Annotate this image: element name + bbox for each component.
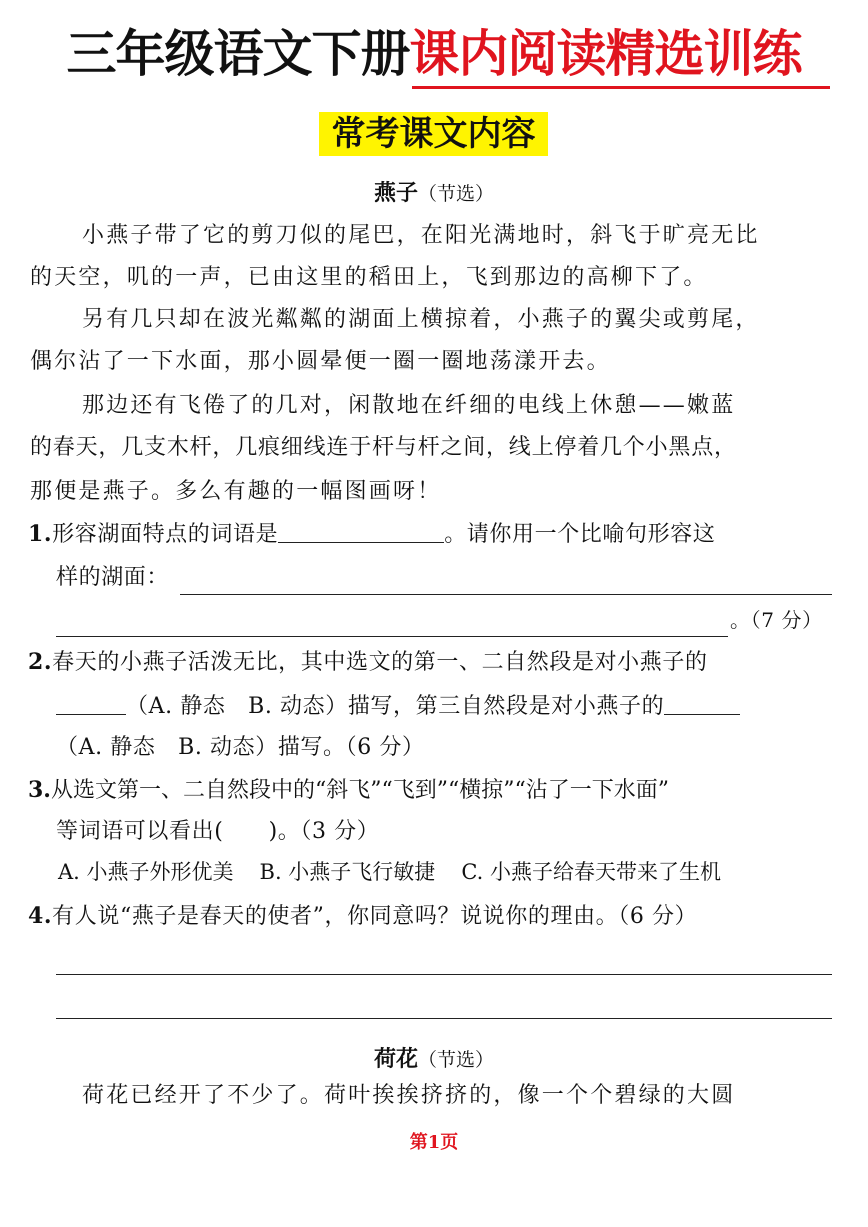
- question-text: 。请你用一个比喻句形容这: [444, 522, 716, 547]
- answer-blank[interactable]: [664, 690, 740, 715]
- answer-line[interactable]: [180, 594, 832, 595]
- question-number: 2.: [28, 649, 53, 675]
- question-3: [28, 774, 669, 807]
- option-a[interactable]: A. 小燕子外形优美: [58, 860, 234, 884]
- question-number: 3.: [28, 777, 51, 803]
- passage-line: 小燕子带了它的剪刀似的尾巴，在阳光满地时，斜飞于旷亮无比: [82, 223, 760, 248]
- title-black-part: 三年级语文下册: [66, 25, 410, 83]
- question-number: 1.: [28, 521, 53, 547]
- passage-title-yanzi: [0, 178, 868, 209]
- page-number: 第1页: [409, 1132, 459, 1153]
- question-text: （A. 静态 B. 动态）描写，第三自然段是对小燕子的: [126, 694, 665, 719]
- passage-line: 的天空，叽的一声，已由这里的稻田上，飞到那边的高柳下了。: [30, 265, 708, 290]
- passage-title-sub: （节选）: [418, 183, 495, 205]
- question-1-score: 。（7 分）: [730, 608, 823, 632]
- question-number: 4.: [28, 903, 53, 929]
- worksheet-title: [0, 14, 868, 94]
- answer-line[interactable]: [56, 636, 728, 637]
- option-c[interactable]: C. 小燕子给春天带来了生机: [461, 860, 721, 884]
- question-3-line2: 等词语可以看出( )。（3 分）: [56, 819, 380, 844]
- passage-title-sub: （节选）: [418, 1049, 495, 1071]
- title-underline: [412, 86, 830, 89]
- passage-line: 那边还有飞倦了的几对，闲散地在纤细的电线上休憩——嫩蓝: [82, 393, 736, 418]
- question-text: 形容湖面特点的词语是: [52, 522, 279, 547]
- question-1: [28, 518, 715, 551]
- passage-title-hehua: [0, 1044, 868, 1075]
- title-red-part: 课内阅读精选训练: [409, 25, 802, 83]
- option-b[interactable]: B. 小燕子飞行敏捷: [259, 860, 436, 884]
- question-2-line3: （A. 静态 B. 动态）描写。（6 分）: [56, 735, 425, 760]
- passage-line: 荷花已经开了不少了。荷叶挨挨挤挤的，像一个个碧绿的大圆: [82, 1083, 736, 1108]
- question-text: 有人说“燕子是春天的使者”，你同意吗？说说你的理由。（6 分）: [52, 904, 698, 929]
- answer-blank[interactable]: [56, 690, 126, 715]
- question-text: 春天的小燕子活泼无比，其中选文的第一、二自然段是对小燕子的: [52, 650, 708, 675]
- question-1-line2: 样的湖面：: [56, 565, 170, 590]
- passage-title-text: 荷花: [373, 1046, 418, 1072]
- passage-line: 另有几只却在波光粼粼的湖面上横掠着，小燕子的翼尖或剪尾，: [82, 307, 760, 332]
- answer-line[interactable]: [56, 1018, 832, 1019]
- passage-line: 偶尔沾了一下水面，那小圆晕便一圈一圈地荡漾开去。: [30, 349, 611, 374]
- question-text: 从选文第一、二自然段中的“斜飞”“飞到”“横掠”“沾了一下水面”: [50, 778, 669, 803]
- passage-title-text: 燕子: [373, 180, 418, 206]
- section-highlight: 常考课文内容: [319, 112, 548, 156]
- question-2-line2: [56, 690, 740, 723]
- answer-line[interactable]: [56, 974, 832, 975]
- question-3-options: [58, 856, 747, 888]
- question-2: [28, 646, 708, 679]
- passage-line: 那便是燕子。多么有趣的一幅图画呀！: [30, 479, 442, 504]
- question-4: [28, 900, 697, 933]
- answer-blank[interactable]: [278, 518, 444, 543]
- passage-line: 的春天，几支木杆，几痕细线连于杆与杆之间，线上停着几个小黑点，: [30, 435, 737, 460]
